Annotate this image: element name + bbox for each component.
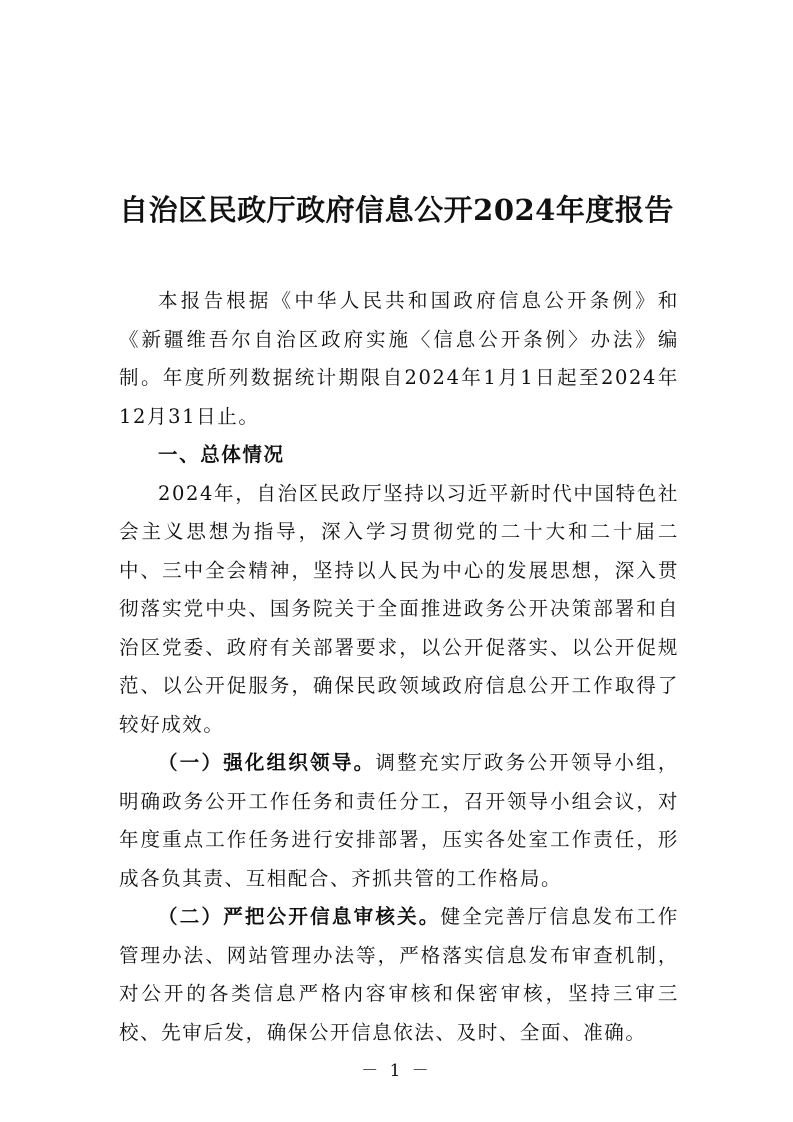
item-heading-2: （二）严把公开信息审核关。: [158, 905, 441, 928]
item-text-1: 调整充实厅政务公开领导小组，明确政务公开工作任务和责任分工，召开领导小组会议，对年度重点工作任务进行安排部署，压实各处室工作责任，形成各负其责、互相配合、齐抓共管的工作格局。: [119, 751, 679, 890]
document-body: [119, 282, 679, 1052]
section-heading-overview: 一、总体情况: [158, 443, 285, 466]
overview-paragraph: 2024年，自治区民政厅坚持以习近平新时代中国特色社会主义思想为指导，深入学习贯彻党的二十大和二十届二中、三中全会精神，坚持以人民为中心的发展思想，深入贯彻落实党中央、国务院关于全面推进政务公开决策部署和自治区党委、政府有关部署要求，以公开促落实、以公开促规范、以公开促服务，确保民政领域政府信息公开工作取得了较好成效。: [119, 481, 679, 736]
item-text-2: 健全完善厅信息发布工作管理办法、网站管理办法等，严格落实信息发布审查机制，对公开的各类信息严格内容审核和保密审核，坚持三审三校、先审后发，确保公开信息依法、及时、全面、准确。: [119, 905, 679, 1044]
intro-paragraph: 本报告根据《中华人民共和国政府信息公开条例》和《新疆维吾尔自治区政府实施〈信息公开条例〉办法》编制。年度所列数据统计期限自2024年1月1日起至2024年12月31日止。: [119, 289, 679, 428]
item-paragraph-2: [119, 898, 679, 1052]
page-number: － 1 －: [361, 1061, 432, 1081]
document-title: 自治区民政厅政府信息公开2024年度报告: [119, 193, 674, 227]
item-heading-1: （一）强化组织领导。: [158, 751, 376, 774]
item-paragraph-1: [119, 744, 679, 898]
